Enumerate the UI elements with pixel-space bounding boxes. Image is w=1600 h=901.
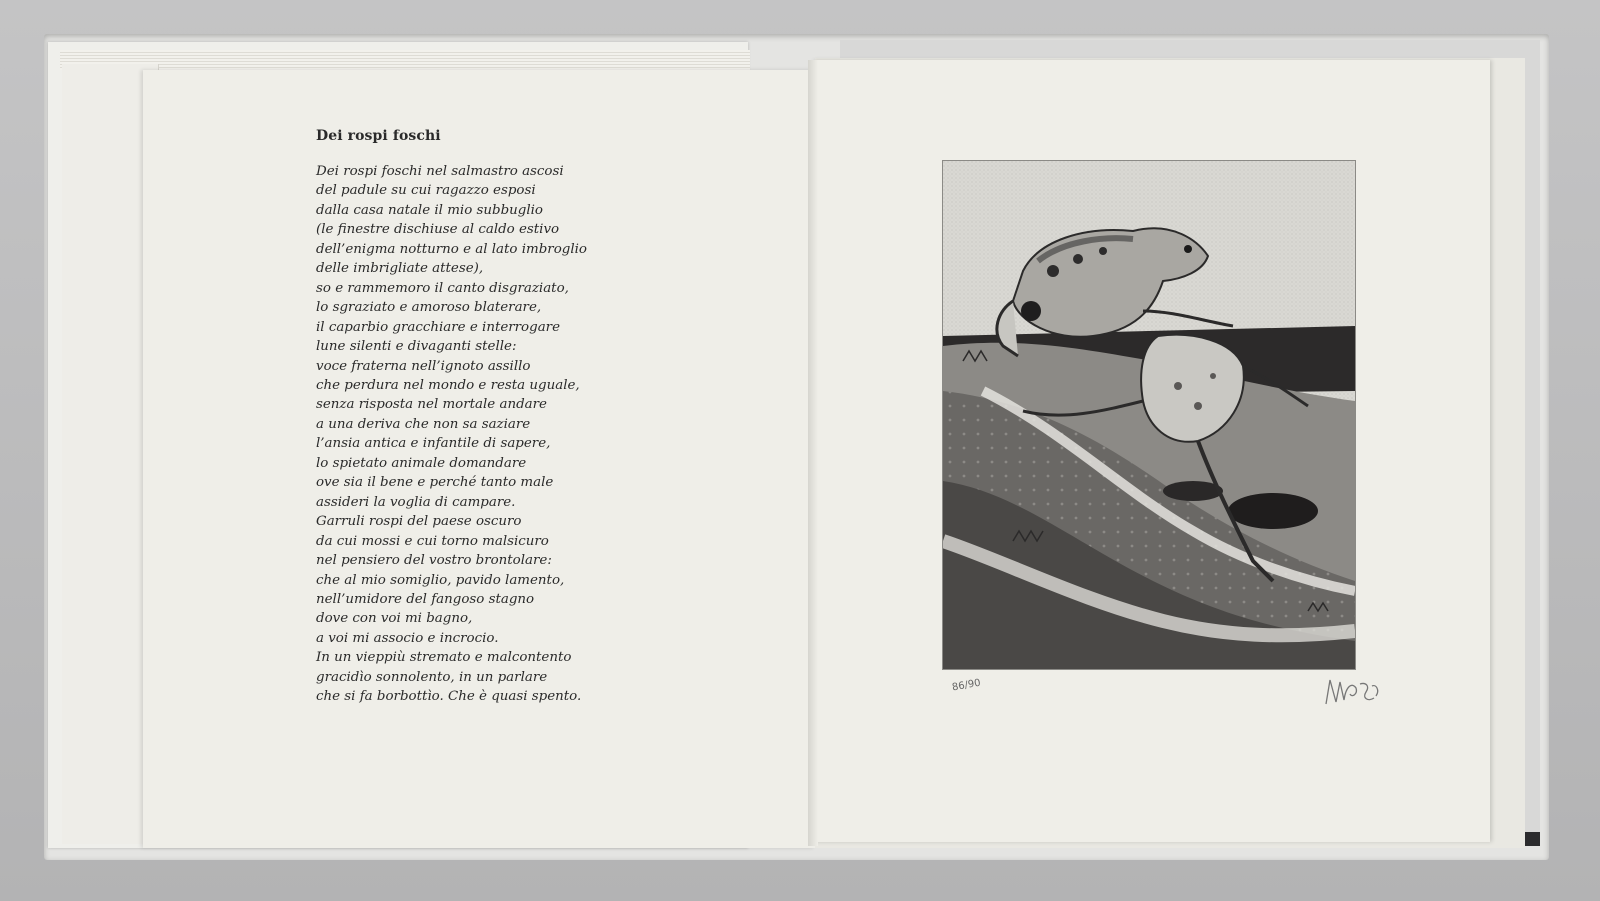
poem-line: a una deriva che non sa saziare [316, 416, 531, 432]
poem-line: il caparbio gracchiare e interrogare [316, 319, 560, 335]
poem-line: nel pensiero del vostro brontolare: [316, 553, 552, 569]
poem-line: da cui mossi e cui torno malsicuro [316, 533, 549, 549]
poem-line: assideri la voglia di campare. [316, 494, 516, 510]
page-edges-stack [60, 50, 750, 70]
poem-title: Dei rospi foschi [316, 128, 441, 144]
poem-line: lune silenti e divaganti stelle: [316, 339, 517, 355]
poem-line: dell’enigma notturno e al lato imbroglio [316, 241, 587, 257]
poem-line: lo sgraziato e amoroso blaterare, [316, 300, 542, 316]
poem-line: senza risposta nel mortale andare [316, 397, 547, 413]
edition-number: 86/90 [951, 677, 982, 694]
poem-line: Garruli rospi del paese oscuro [316, 514, 522, 530]
poem-line: In un vieppiù stremato e malcontento [316, 650, 572, 666]
etching-artwork [943, 161, 1355, 669]
poem-line: l’ansia antica e infantile di sapere, [316, 436, 551, 452]
poem-lines [316, 162, 796, 707]
poem-line: (le finestre dischiuse al caldo estivo [316, 222, 560, 238]
poem-line: ove sia il bene e perché tanto male [316, 475, 554, 491]
artist-signature [1322, 672, 1382, 712]
poem-line: nell’umidore del fangoso stagno [316, 591, 535, 607]
poem-line: Dei rospi foschi nel salmastro ascosi [316, 164, 564, 179]
poem-line: del padule su cui ragazzo esposi [316, 183, 536, 199]
poem-line: che perdura nel mondo e resta uguale, [316, 377, 580, 393]
book-gutter [808, 60, 818, 846]
poem-line: voce fraterna nell’ignoto assillo [316, 358, 531, 374]
poem-line: delle imbrigliate attese), [316, 261, 484, 277]
poem-line: dalla casa natale il mio subbuglio [316, 202, 543, 218]
poem-line: lo spietato animale domandare [316, 455, 527, 471]
toads-etching [942, 160, 1356, 670]
poem-line: a voi mi associo e incrocio. [316, 630, 499, 646]
poem-line: dove con voi mi bagno, [316, 611, 473, 627]
poem-line: che al mio somiglio, pavido lamento, [316, 572, 565, 588]
poem-line: gracidìo sonnolento, in un parlare [316, 669, 548, 685]
poem-line: so e rammemoro il canto disgraziato, [316, 280, 569, 296]
poem [316, 128, 796, 707]
poem-line: che si fa borbottìo. Che è quasi spento. [316, 689, 582, 705]
